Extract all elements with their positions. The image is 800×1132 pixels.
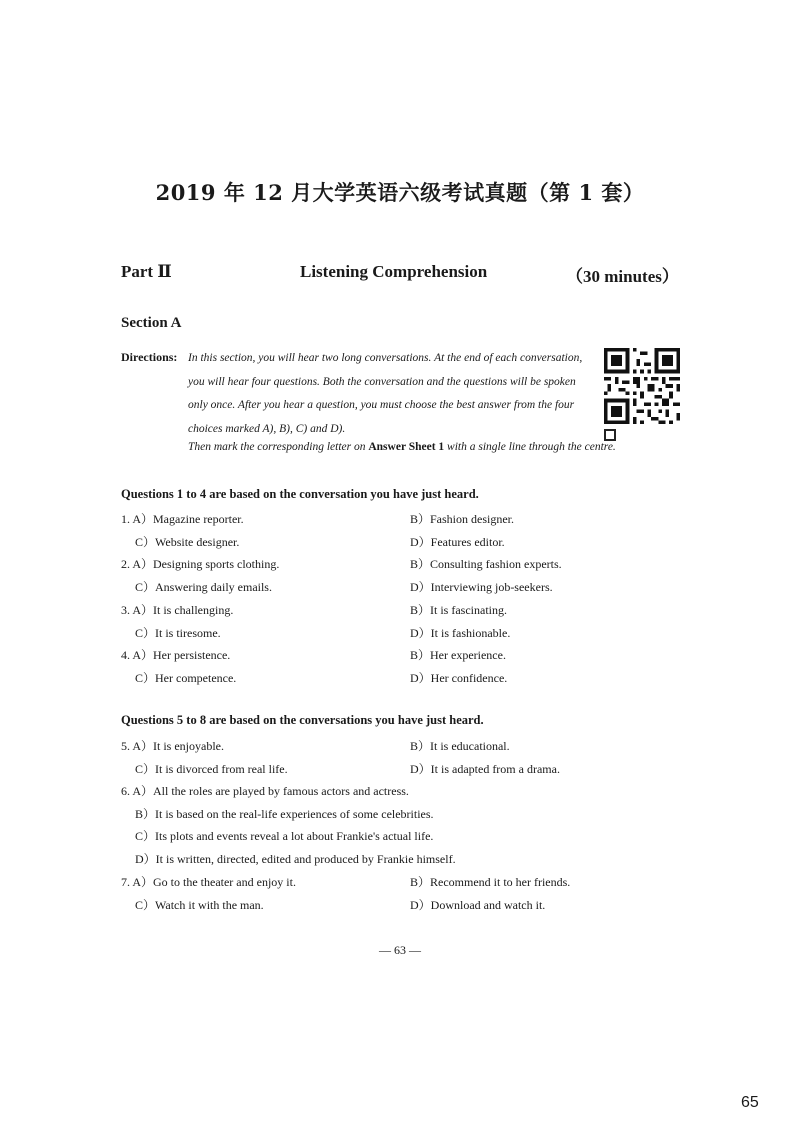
part-name: Listening Comprehension — [300, 262, 488, 281]
q7-option-b: B）Recommend it to her friends. — [410, 875, 571, 889]
section-heading: Section A — [121, 315, 182, 331]
q1-option-b: B）Fashion designer. — [410, 512, 514, 526]
part-header — [121, 262, 681, 284]
q1-option-c: C）Website designer. — [135, 535, 240, 549]
q1-option-a: 1. A）Magazine reporter. — [121, 512, 244, 526]
directions-label: Directions: — [121, 350, 178, 364]
q2-option-d: D）Interviewing job-seekers. — [410, 580, 553, 594]
q5-option-b: B）It is educational. — [410, 739, 510, 753]
scan-page-number: 65 — [741, 1094, 759, 1111]
q6-option-a: 6. A）All the roles are played by famous actors and actress. — [121, 784, 409, 798]
q5-option-a: 5. A）It is enjoyable. — [121, 739, 224, 753]
q4-option-a: 4. A）Her persistence. — [121, 648, 231, 662]
part-label: Part Ⅱ — [121, 262, 172, 281]
directions-last-post: with a single line through the centre. — [444, 441, 616, 453]
q5-option-d: D）It is adapted from a drama. — [410, 762, 560, 776]
q3-option-d: D）It is fashionable. — [410, 626, 511, 640]
q2-option-c: C）Answering daily emails. — [135, 580, 272, 594]
q3-option-c: C）It is tiresome. — [135, 626, 221, 640]
q7-option-d: D）Download and watch it. — [410, 898, 546, 912]
q4-option-d: D）Her confidence. — [410, 671, 508, 685]
q4-option-b: B）Her experience. — [410, 648, 506, 662]
q6-option-b: B）It is based on the real-life experiences of some celebrities. — [135, 807, 434, 821]
group1-heading: Questions 1 to 4 are based on the conversation you have just heard. — [121, 487, 479, 501]
q3-option-a: 3. A）It is challenging. — [121, 603, 234, 617]
directions-text: In this section, you will hear two long conversations. At the end of each conversation, you will hear four questions. Both the conversation and the questions will be spoken only once. After you hear a question, you must choose the best answer from the four choices marked A), B), C) and D). — [188, 352, 583, 435]
q6-option-c: C）Its plots and events reveal a lot about Frankie's actual life. — [135, 829, 434, 843]
q2-option-b: B）Consulting fashion experts. — [410, 557, 562, 571]
group2-heading: Questions 5 to 8 are based on the conversations you have just heard. — [121, 713, 484, 727]
qr-code-icon — [604, 348, 680, 424]
answer-sheet-ref: Answer Sheet 1 — [368, 441, 445, 453]
q3-option-b: B）It is fascinating. — [410, 603, 507, 617]
page-title: 2019 年 12 月大学英语六级考试真题（第 1 套） — [155, 180, 645, 205]
q7-option-c: C）Watch it with the man. — [135, 898, 264, 912]
q7-option-a: 7. A）Go to the theater and enjoy it. — [121, 875, 296, 889]
q4-option-c: C）Her competence. — [135, 671, 237, 685]
directions-last-pre: Then mark the corresponding letter on — [188, 441, 369, 453]
q5-option-c: C）It is divorced from real life. — [135, 762, 288, 776]
small-qr-marker — [604, 429, 616, 441]
q1-option-d: D）Features editor. — [410, 535, 505, 549]
q6-option-d: D）It is written, directed, edited and produced by Frankie himself. — [135, 852, 456, 866]
part-time: （30 minutes） — [566, 267, 679, 286]
q2-option-a: 2. A）Designing sports clothing. — [121, 557, 280, 571]
page-number: — 63 — — [379, 943, 421, 957]
directions-last-line — [188, 441, 616, 453]
